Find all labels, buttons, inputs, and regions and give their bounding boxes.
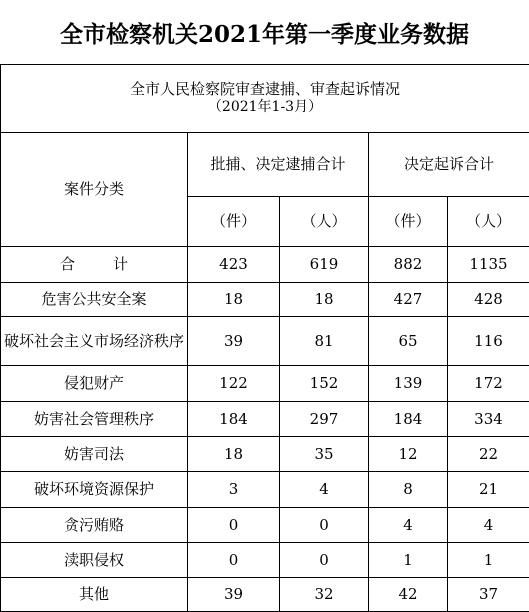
prosecute-persons-cell: 21	[448, 472, 529, 508]
arrest-cases-cell: 0	[188, 508, 280, 543]
arrest-persons-cell: 619	[280, 247, 369, 283]
prosecute-persons-cell: 172	[448, 366, 529, 402]
unit-cases-arrest: （件）	[188, 197, 280, 247]
category-header: 案件分类	[1, 133, 188, 247]
subtitle-line-2: （2021年1-3月）	[1, 99, 529, 117]
table-row	[1, 402, 529, 437]
row-label: 其他	[1, 578, 188, 612]
table-row	[1, 317, 529, 366]
prosecute-cases-cell: 42	[369, 578, 448, 612]
row-label: 妨害社会管理秩序	[1, 402, 188, 437]
prosecute-persons-cell: 1	[448, 543, 529, 578]
arrest-persons-cell: 297	[280, 402, 369, 437]
arrest-cases-cell: 3	[188, 472, 280, 508]
prosecute-persons-cell: 116	[448, 317, 529, 366]
arrest-persons-cell: 0	[280, 543, 369, 578]
prosecute-persons-cell: 1135	[448, 247, 529, 283]
prosecute-persons-cell: 22	[448, 437, 529, 472]
unit-cases-prosecute: （件）	[369, 197, 448, 247]
prosecute-cases-cell: 882	[369, 247, 448, 283]
total-label-part-1: 合	[60, 255, 75, 273]
arrest-cases-cell: 18	[188, 283, 280, 317]
table-row	[1, 437, 529, 472]
arrest-persons-cell: 0	[280, 508, 369, 543]
prosecute-persons-cell: 428	[448, 283, 529, 317]
prosecute-group-header: 决定起诉合计	[369, 133, 529, 197]
arrest-persons-cell: 81	[280, 317, 369, 366]
prosecute-persons-cell: 4	[448, 508, 529, 543]
arrest-cases-cell: 184	[188, 402, 280, 437]
arrest-cases-cell: 39	[188, 317, 280, 366]
arrest-persons-cell: 152	[280, 366, 369, 402]
row-label: 渎职侵权	[1, 543, 188, 578]
row-label-total	[1, 247, 188, 283]
prosecute-persons-cell: 334	[448, 402, 529, 437]
arrest-cases-cell: 18	[188, 437, 280, 472]
prosecute-cases-cell: 427	[369, 283, 448, 317]
arrest-cases-cell: 0	[188, 543, 280, 578]
row-label: 破坏环境资源保护	[1, 472, 188, 508]
row-label: 贪污贿赂	[1, 508, 188, 543]
arrest-cases-cell: 39	[188, 578, 280, 612]
arrest-persons-cell: 18	[280, 283, 369, 317]
table-row	[1, 366, 529, 402]
subtitle-line-1: 全市人民检察院审查逮捕、审查起诉情况	[1, 80, 529, 99]
arrest-cases-cell: 122	[188, 366, 280, 402]
prosecute-cases-cell: 8	[369, 472, 448, 508]
arrest-group-header: 批捕、决定逮捕合计	[188, 133, 369, 197]
row-label: 破坏社会主义市场经济秩序	[1, 317, 188, 366]
table-row	[1, 283, 529, 317]
prosecute-cases-cell: 65	[369, 317, 448, 366]
row-label: 妨害司法	[1, 437, 188, 472]
prosecute-cases-cell: 139	[369, 366, 448, 402]
table-row	[1, 508, 529, 543]
table-row	[1, 472, 529, 508]
table-row-total	[1, 247, 529, 283]
group-header-row	[1, 133, 529, 197]
statistics-table	[0, 64, 529, 612]
arrest-persons-cell: 4	[280, 472, 369, 508]
prosecute-persons-cell: 37	[448, 578, 529, 612]
row-label: 侵犯财产	[1, 366, 188, 402]
table-subtitle	[1, 65, 529, 133]
prosecute-cases-cell: 1	[369, 543, 448, 578]
arrest-cases-cell: 423	[188, 247, 280, 283]
row-label: 危害公共安全案	[1, 283, 188, 317]
prosecute-cases-cell: 12	[369, 437, 448, 472]
subtitle-row	[1, 65, 529, 133]
total-label-part-2: 计	[113, 255, 128, 273]
arrest-persons-cell: 35	[280, 437, 369, 472]
unit-persons-prosecute: （人）	[448, 197, 529, 247]
table-row	[1, 578, 529, 612]
table-row	[1, 543, 529, 578]
prosecute-cases-cell: 4	[369, 508, 448, 543]
unit-persons-arrest: （人）	[280, 197, 369, 247]
page-title: 全市检察机关2021年第一季度业务数据	[0, 0, 529, 64]
arrest-persons-cell: 32	[280, 578, 369, 612]
prosecute-cases-cell: 184	[369, 402, 448, 437]
